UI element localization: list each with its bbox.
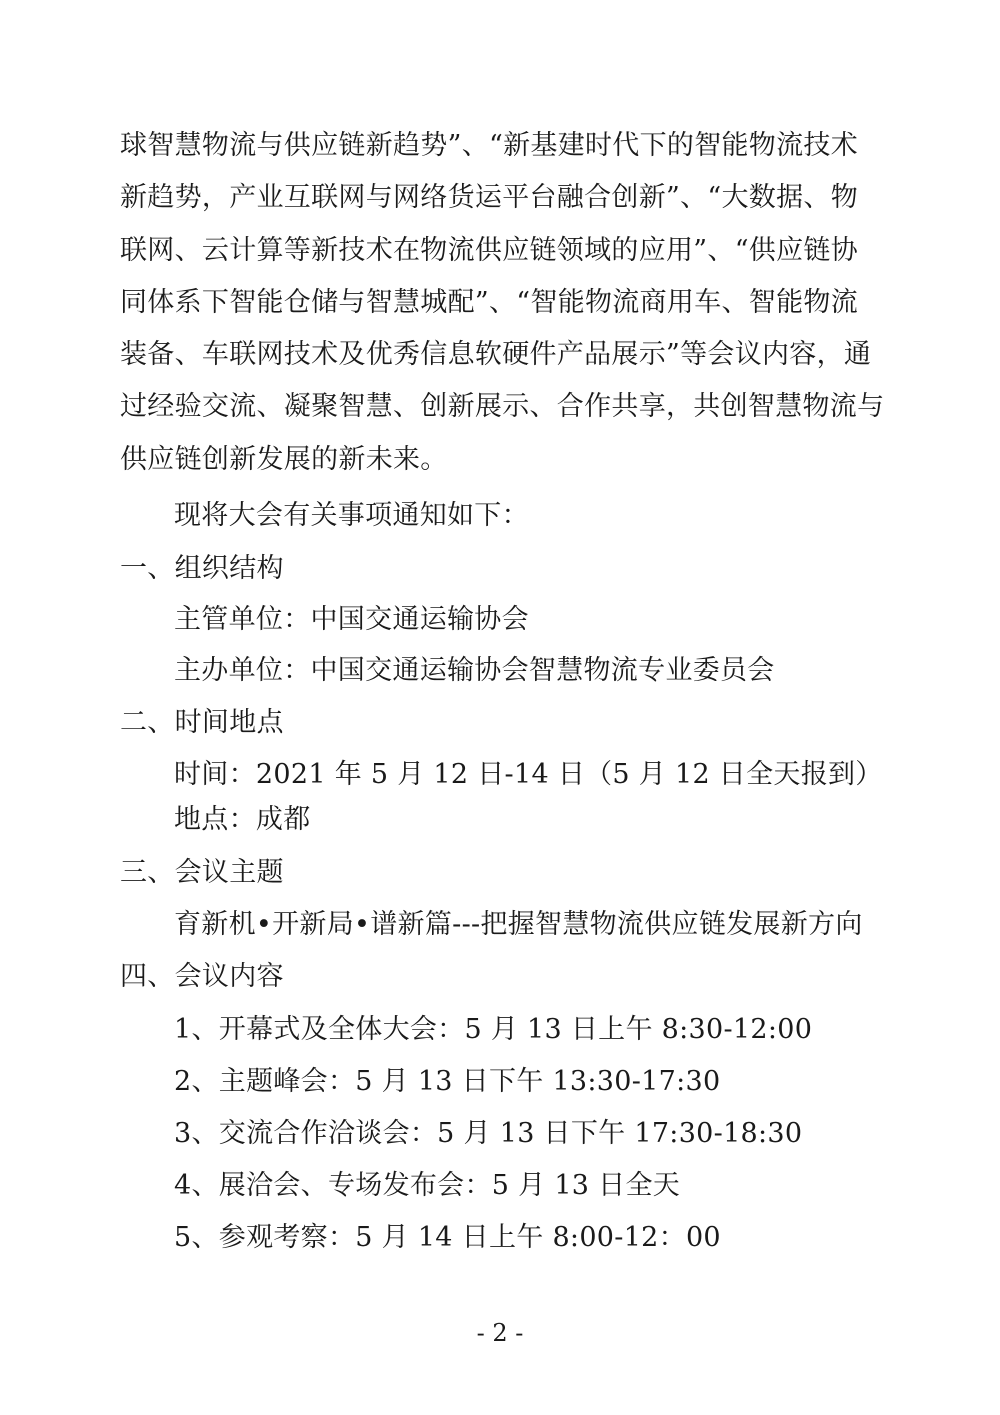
section-heading-theme: 三、会议主题	[120, 857, 284, 888]
agenda-item: 1、开幕式及全体大会：5 月 13 日上午 8:30-12:00	[174, 1014, 813, 1045]
event-place: 地点：成都	[174, 804, 311, 835]
paragraph-line: 新趋势，产业互联网与网络货运平台融合创新”、“大数据、物	[120, 182, 859, 214]
paragraph-line: 同体系下智能仓储与智慧城配”、“智能物流商用车、智能物流	[120, 286, 859, 318]
agenda-item: 2、主题峰会：5 月 13 日下午 13:30-17:30	[174, 1066, 721, 1097]
supervisor-unit: 主管单位：中国交通运输协会	[174, 604, 529, 635]
organizer-unit: 主办单位：中国交通运输协会智慧物流专业委员会	[174, 655, 775, 686]
notice-intro: 现将大会有关事项通知如下：	[174, 500, 529, 531]
event-time: 时间：2021 年 5 月 12 日-14 日（5 月 12 日全天报到）	[174, 759, 883, 790]
paragraph-line: 球智慧物流与供应链新趋势”、“新基建时代下的智能物流技术	[120, 130, 859, 161]
section-heading-organization: 一、组织结构	[120, 553, 284, 584]
intro-paragraph	[120, 120, 885, 486]
section-heading-content: 四、会议内容	[120, 961, 284, 992]
agenda-item: 4、展洽会、专场发布会：5 月 13 日全天	[174, 1170, 681, 1201]
conference-theme: 育新机•开新局•谱新篇---把握智慧物流供应链发展新方向	[174, 909, 863, 940]
paragraph-line: 过经验交流、凝聚智慧、创新展示、合作共享，共创智慧物流与	[120, 391, 885, 423]
page-number: - 2 -	[476, 1319, 524, 1347]
section-heading-time-place: 二、时间地点	[120, 707, 284, 738]
paragraph-line: 联网、云计算等新技术在物流供应链领域的应用”、“供应链协	[120, 234, 859, 266]
agenda-item: 5、参观考察：5 月 14 日上午 8:00-12：00	[174, 1222, 721, 1253]
paragraph-line: 供应链创新发展的新未来。	[120, 443, 448, 475]
paragraph-line: 装备、车联网技术及优秀信息软硬件产品展示”等会议内容，通	[120, 339, 872, 371]
agenda-item: 3、交流合作洽谈会：5 月 13 日下午 17:30-18:30	[174, 1118, 803, 1149]
